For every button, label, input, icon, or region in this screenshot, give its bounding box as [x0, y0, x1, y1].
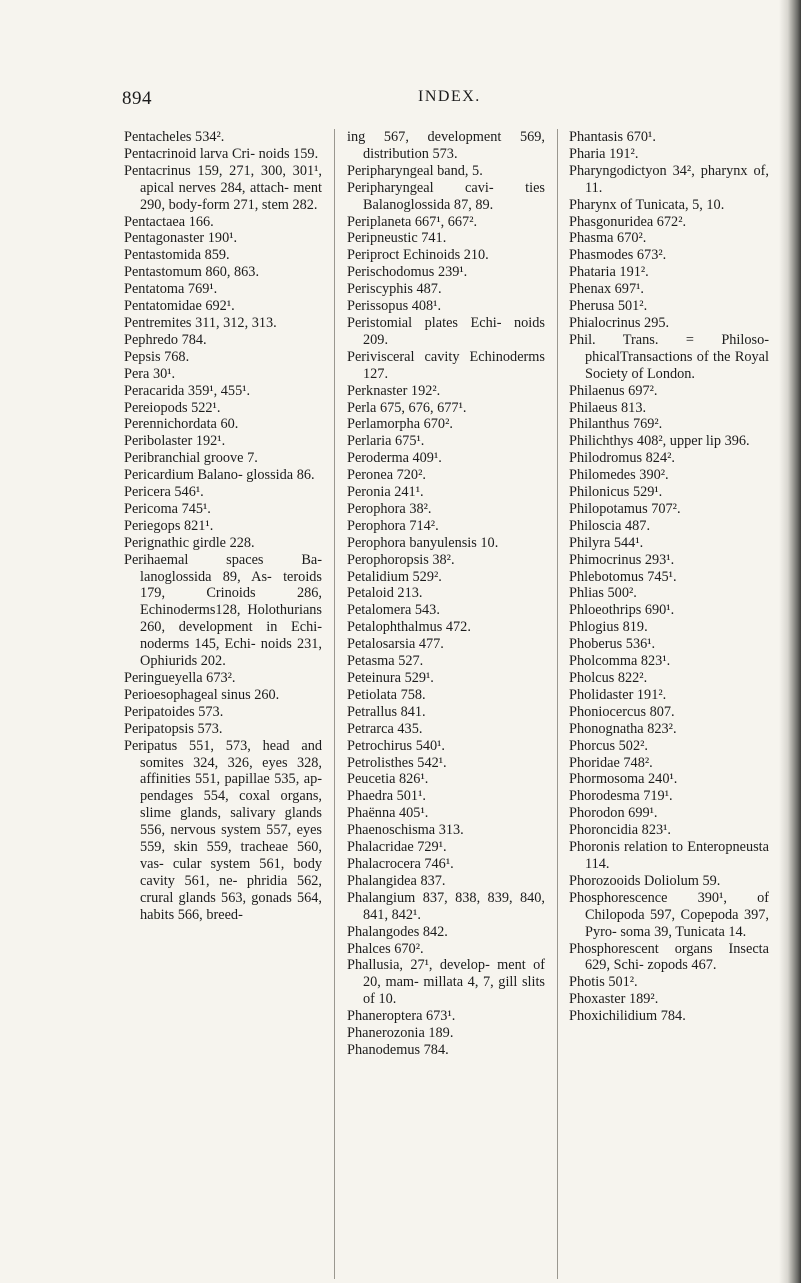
index-entry: Philanthus 769². — [569, 416, 663, 433]
index-entry: Peribranchial groove 7. — [124, 450, 258, 467]
index-entry: Petasma 527. — [347, 653, 424, 670]
index-entry: Pentastomum 860, 863. — [124, 264, 260, 281]
page-header — [122, 88, 682, 112]
index-entry: Petaloid 213. — [347, 585, 423, 602]
index-entry: Perla 675, 676, 677¹. — [347, 399, 467, 416]
index-column-1 — [124, 129, 322, 924]
index-entry: Pharia 191². — [569, 145, 639, 162]
index-entry: Phataria 191². — [569, 264, 649, 281]
index-entry: Perennichordata 60. — [124, 416, 239, 433]
index-entry: Peracarida 359¹, 455¹. — [124, 382, 251, 399]
index-entry: Peripharyngeal cavi- ties Balanoglossida 87, 89. — [347, 179, 545, 213]
index-entry: Phormosoma 240¹. — [569, 771, 678, 788]
index-entry: Perioesophageal sinus 260. — [124, 686, 280, 703]
index-entry: Pentactaea 166. — [124, 213, 214, 230]
index-entry: Phasgonuridea 672². — [569, 213, 687, 230]
index-entry: Phaneroptera 673¹. — [347, 1008, 456, 1025]
index-entry: Phlebotomus 745¹. — [569, 568, 677, 585]
index-entry: Peripatopsis 573. — [124, 720, 223, 737]
index-entry: Peringueyella 673². — [124, 670, 236, 686]
index-entry: Pherusa 501². — [569, 298, 648, 315]
index-entry: Phimocrinus 293¹. — [569, 551, 675, 568]
index-entry: Pholcus 822². — [569, 670, 648, 686]
index-entry: Philonicus 529¹. — [569, 484, 663, 501]
index-entry: Pholcomma 823¹. — [569, 653, 671, 670]
index-entry: Phonognatha 823². — [569, 720, 677, 737]
index-entry: Phoxichilidium 784. — [569, 1008, 686, 1025]
index-entry: Petrolisthes 542¹. — [347, 754, 447, 771]
index-entry: Perophora 714². — [347, 517, 439, 534]
index-entry: Phoxaster 189². — [569, 991, 659, 1008]
index-entry: Phaenoschisma 313. — [347, 822, 464, 839]
index-entry: Philopotamus 707². — [569, 500, 681, 517]
index-entry: Pentatomidae 692¹. — [124, 298, 235, 315]
index-entry: Pephredo 784. — [124, 331, 207, 348]
index-entry: Peronia 241¹. — [347, 484, 424, 501]
index-entry: Perlaria 675¹. — [347, 433, 425, 450]
index-entry: Petalophthalmus 472. — [347, 619, 471, 636]
index-entry: Pentacheles 534². — [124, 129, 225, 145]
index-entry: Periegops 821¹. — [124, 517, 214, 534]
running-head: INDEX. — [418, 88, 481, 105]
index-entry: Perknaster 192². — [347, 382, 441, 399]
index-entry: Perivisceral cavity Echinoderms 127. — [347, 348, 545, 382]
page-edge-shadow — [779, 0, 801, 1283]
index-entry: Phorodesma 719¹. — [569, 788, 673, 805]
index-entry: Pentacrinoid larva Cri- noids 159. — [124, 145, 319, 162]
index-entry: Phorozooids Doliolum 59. — [569, 872, 721, 889]
index-entry: Phasma 670². — [569, 230, 647, 247]
index-entry: Phlogius 819. — [569, 619, 648, 636]
index-entry: Phanodemus 784. — [347, 1041, 449, 1058]
index-entry: Philodromus 824². — [569, 450, 675, 467]
index-entry: Periproct Echinoids 210. — [347, 247, 489, 264]
index-entry: Phorcus 502². — [569, 737, 648, 754]
index-entry: Periplaneta 667¹, 667². — [347, 213, 478, 230]
index-entry: Phalacridae 729¹. — [347, 839, 447, 856]
index-entry: Phalces 670². — [347, 940, 424, 957]
index-entry: Philomedes 390². — [569, 467, 669, 484]
index-entry: Peripharyngeal band, 5. — [347, 162, 483, 179]
index-entry: Philaeus 813. — [569, 399, 647, 416]
index-entry: Peripatoides 573. — [124, 703, 224, 720]
index-entry: Perihaemal spaces Ba- lanoglossida 89, As- teroids 179, Crinoids 286, Echinoderms128, Holothurians 260, development in Echi- noderms 145, Echi- noids 231, Ophiurids 202. — [124, 551, 322, 670]
index-entry: Phalangodes 842. — [347, 923, 448, 940]
index-entry: Petalomera 543. — [347, 602, 440, 619]
index-entry: Peristomial plates Echi- noids 209. — [347, 314, 545, 348]
index-entry: Pentatoma 769¹. — [124, 281, 218, 298]
index-entry: Phialocrinus 295. — [569, 314, 670, 331]
index-entry: Petrarca 435. — [347, 720, 423, 737]
index-entry: Petrallus 841. — [347, 703, 426, 720]
index-column-3 — [569, 129, 769, 1025]
index-entry: Peteinura 529¹. — [347, 670, 434, 686]
index-entry: Pharynx of Tunicata, 5, 10. — [569, 196, 725, 213]
index-entry: Perophoropsis 38². — [347, 551, 455, 568]
index-entry: Pharyngodictyon 34², pharynx of, 11. — [569, 162, 769, 196]
index-entry: Pericera 546¹. — [124, 484, 204, 501]
index-entry: Phosphorescent organs Insecta 629, Schi- zopods 467. — [569, 940, 769, 974]
index-entry: Phallusia, 27¹, develop- ment of 20, mam- millata 4, 7, gill slits of 10. — [347, 957, 545, 1008]
index-entry: Phoniocercus 807. — [569, 703, 675, 720]
index-entry: Phasmodes 673². — [569, 247, 667, 264]
index-entry: Peroderma 409¹. — [347, 450, 442, 467]
index-entry: ing 567, development 569, distribution 573. — [347, 129, 545, 162]
index-entry: Philaenus 697². — [569, 382, 658, 399]
index-entry: Phoronis relation to Enteropneusta 114. — [569, 839, 769, 872]
index-entry: Philoscia 487. — [569, 517, 651, 534]
index-entry: Phantasis 670¹. — [569, 129, 656, 145]
index-entry: Philichthys 408², upper lip 396. — [569, 433, 750, 450]
index-entry: Perophora 38². — [347, 500, 432, 517]
index-entry: Pereiopods 522¹. — [124, 399, 221, 416]
index-entry: Petiolata 758. — [347, 686, 426, 703]
index-entry: Phenax 697¹. — [569, 281, 644, 298]
index-entry: Perignathic girdle 228. — [124, 534, 255, 551]
index-entry: Pentacrinus 159, 271, 300, 301¹, apical nerves 284, attach- ment 290, body-form 271, stem 282. — [124, 162, 322, 213]
index-entry: Phalangium 837, 838, 839, 840, 841, 842¹. — [347, 889, 545, 923]
index-entry: Phaedra 501¹. — [347, 788, 426, 805]
index-entry: Petalosarsia 477. — [347, 636, 444, 653]
index-entry: Pentremites 311, 312, 313. — [124, 314, 277, 331]
index-entry: Pholidaster 191². — [569, 686, 667, 703]
index-entry: Philyra 544¹. — [569, 534, 644, 551]
column-divider — [557, 129, 558, 1279]
index-entry: Peronea 720². — [347, 467, 426, 484]
page-number: 894 — [122, 88, 152, 109]
index-entry: Phloeothrips 690¹. — [569, 602, 675, 619]
index-entry: Periscyphis 487. — [347, 281, 442, 298]
index-entry: Phoridae 748². — [569, 754, 653, 771]
index-entry: Phosphorescence 390¹, of Chilopoda 597, Copepoda 397, Pyro- soma 39, Tunicata 14. — [569, 889, 769, 940]
index-column-2 — [347, 129, 545, 1059]
index-entry: Phlias 500². — [569, 585, 637, 602]
index-entry: Pericardium Balano- glossida 86. — [124, 467, 315, 484]
index-entry: Photis 501². — [569, 974, 638, 991]
index-entry: Phil. Trans. = Philoso- phicalTransactions of the Royal Society of London. — [569, 331, 769, 382]
index-entry: Petalidium 529². — [347, 568, 442, 585]
index-entry: Pentagonaster 190¹. — [124, 230, 238, 247]
index-entry: Phalacrocera 746¹. — [347, 855, 454, 872]
index-entry: Phanerozonia 189. — [347, 1025, 454, 1042]
index-entry: Perlamorpha 670². — [347, 416, 453, 433]
index-entry: Petrochirus 540¹. — [347, 737, 445, 754]
index-entry: Peripneustic 741. — [347, 230, 447, 247]
index-entry: Peribolaster 192¹. — [124, 433, 226, 450]
index-entry: Pepsis 768. — [124, 348, 190, 365]
index-entry: Phoroncidia 823¹. — [569, 822, 671, 839]
index-entry: Phalangidea 837. — [347, 872, 446, 889]
index-entry: Pentastomida 859. — [124, 247, 230, 264]
index-entry: Perophora banyulensis 10. — [347, 534, 499, 551]
index-entry: Phoberus 536¹. — [569, 636, 656, 653]
column-divider — [334, 129, 335, 1279]
index-entry: Pera 30¹. — [124, 365, 176, 382]
index-entry: Pericoma 745¹. — [124, 500, 211, 517]
index-entry: Peucetia 826¹. — [347, 771, 429, 788]
index-entry: Perischodomus 239¹. — [347, 264, 468, 281]
index-entry: Peripatus 551, 573, head and somites 324, 326, eyes 328, affinities 551, papillae 535, ap- pendages 554, coxal organs, slime glands, salivary glands 556, nervous system 557, eyes 559, skin 559, tracheae 560, vas- cular system 561, body cavity 561, ne- phridia 562, crural glands 563, gonads 564, habits 566, breed- — [124, 737, 322, 923]
index-entry: Phaënna 405¹. — [347, 805, 429, 822]
index-entry: Phorodon 699¹. — [569, 805, 658, 822]
index-entry: Perissopus 408¹. — [347, 298, 442, 315]
